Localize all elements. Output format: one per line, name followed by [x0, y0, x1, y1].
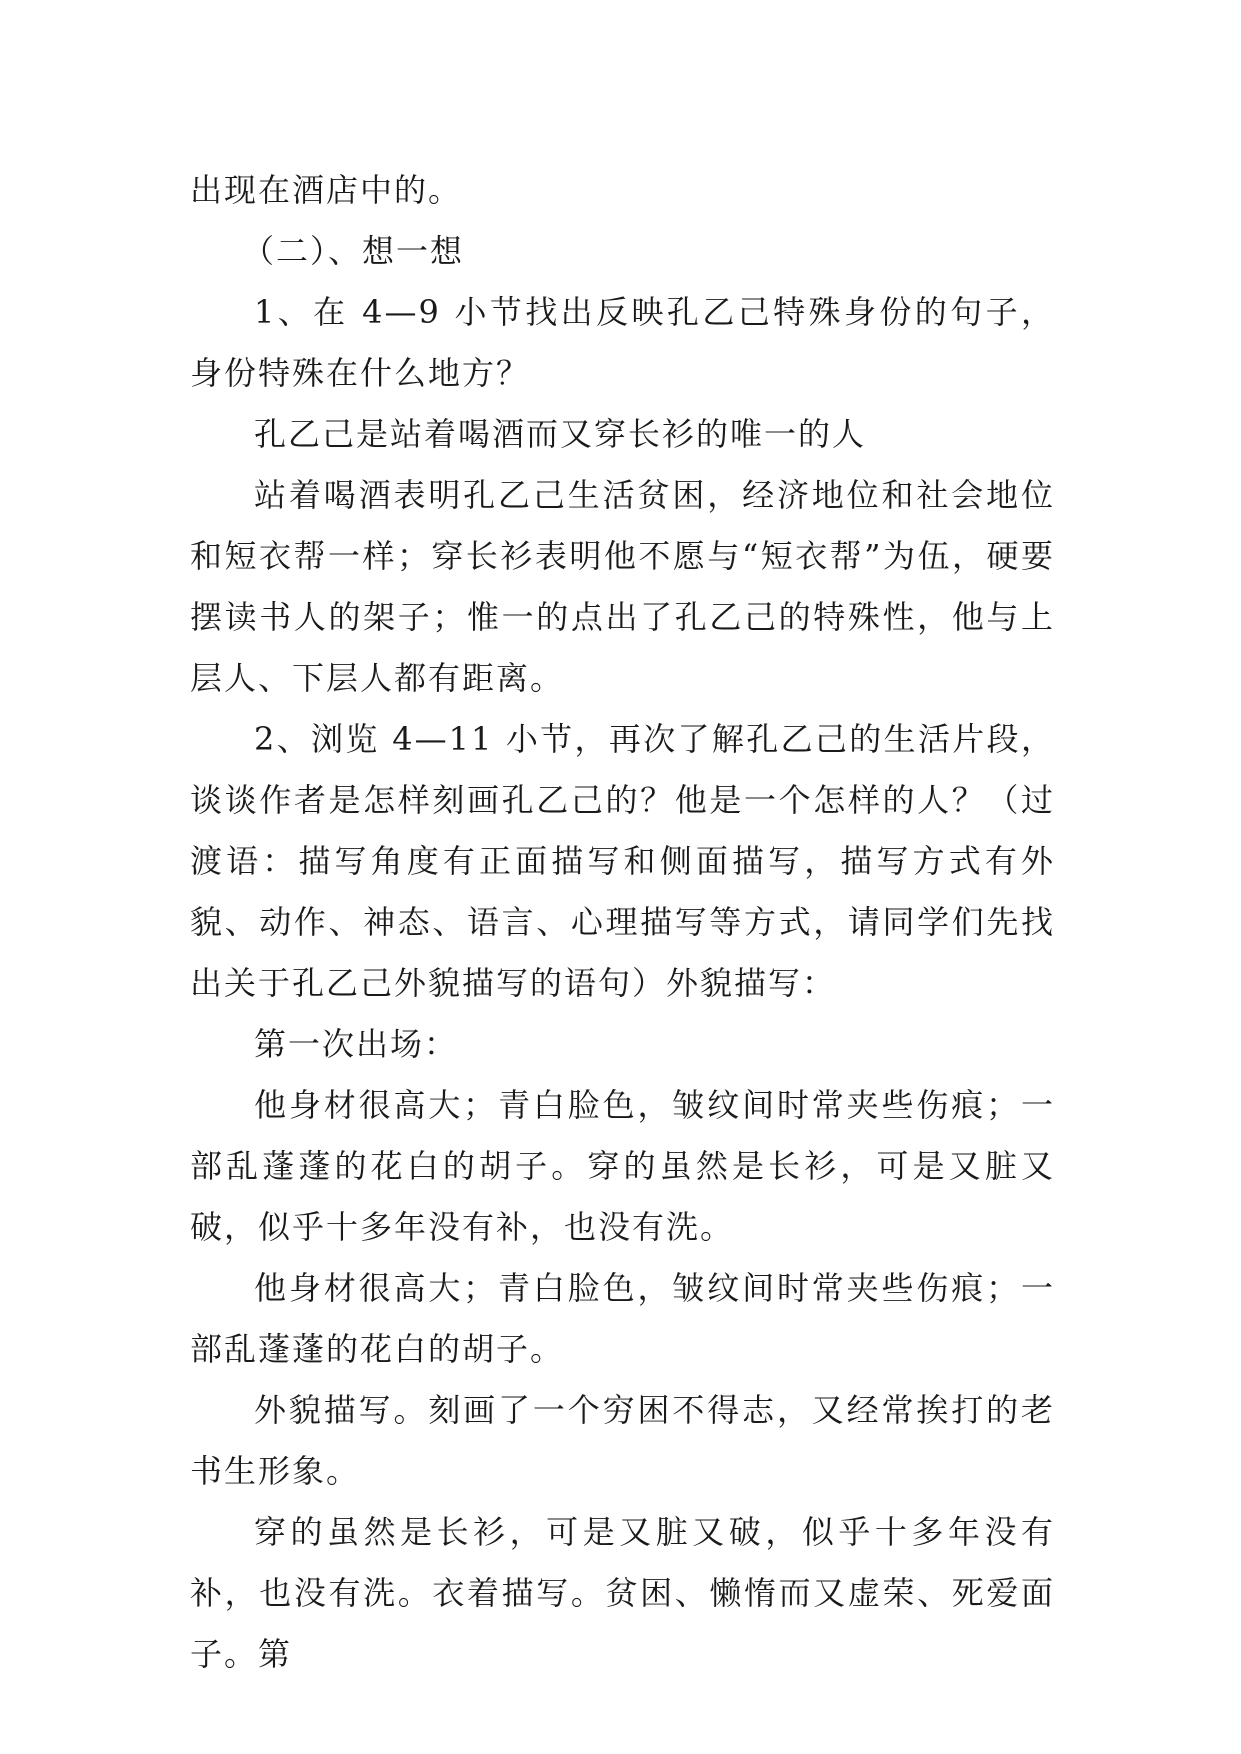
paragraph-continuation: 出现在酒店中的。 — [190, 171, 463, 209]
quote-appearance-face: 他身材很高大；青白脸色，皱纹间时常夹些伤痕；一部乱蓬蓬的花白的胡子。 — [190, 1269, 1055, 1368]
first-appearance-label: 第一次出场： — [254, 1025, 459, 1063]
analysis-clothing: 穿的虽然是长衫，可是又脏又破，似乎十多年没有补，也没有洗。衣着描写。贫困、懒惰而又虚荣、死爱面子。第 — [190, 1513, 1055, 1673]
section-heading: （二）、想一想 — [242, 232, 465, 270]
answer-1-explanation: 站着喝酒表明孔乙己生活贫困，经济地位和社会地位和短衣帮一样；穿长衫表明他不愿与“短衣帮”为伍，硬要摆读书人的架子；惟一的点出了孔乙己的特殊性，他与上层人、下层人都有距离。 — [190, 476, 1055, 697]
answer-1-key-sentence: 孔乙己是站着喝酒而又穿长衫的唯一的人 — [254, 415, 867, 453]
quote-appearance-full: 他身材很高大；青白脸色，皱纹间时常夹些伤痕；一部乱蓬蓬的花白的胡子。穿的虽然是长衫，可是又脏又破，似乎十多年没有补，也没有洗。 — [190, 1086, 1055, 1246]
body-text — [190, 160, 1055, 1685]
question-1: 1、在 4—9 小节找出反映孔乙己特殊身份的句子，身份特殊在什么地方？ — [190, 293, 1055, 392]
analysis-appearance: 外貌描写。刻画了一个穷困不得志，又经常挨打的老书生形象。 — [190, 1391, 1055, 1490]
question-2: 2、浏览 4—11 小节，再次了解孔乙己的生活片段，谈谈作者是怎样刻画孔乙己的？他是一个怎样的人？（过渡语：描写角度有正面描写和侧面描写，描写方式有外貌、动作、神态、语言、心理描写等方式，请同学们先找出关于孔乙己外貌描写的语句）外貌描写： — [190, 720, 1055, 1002]
